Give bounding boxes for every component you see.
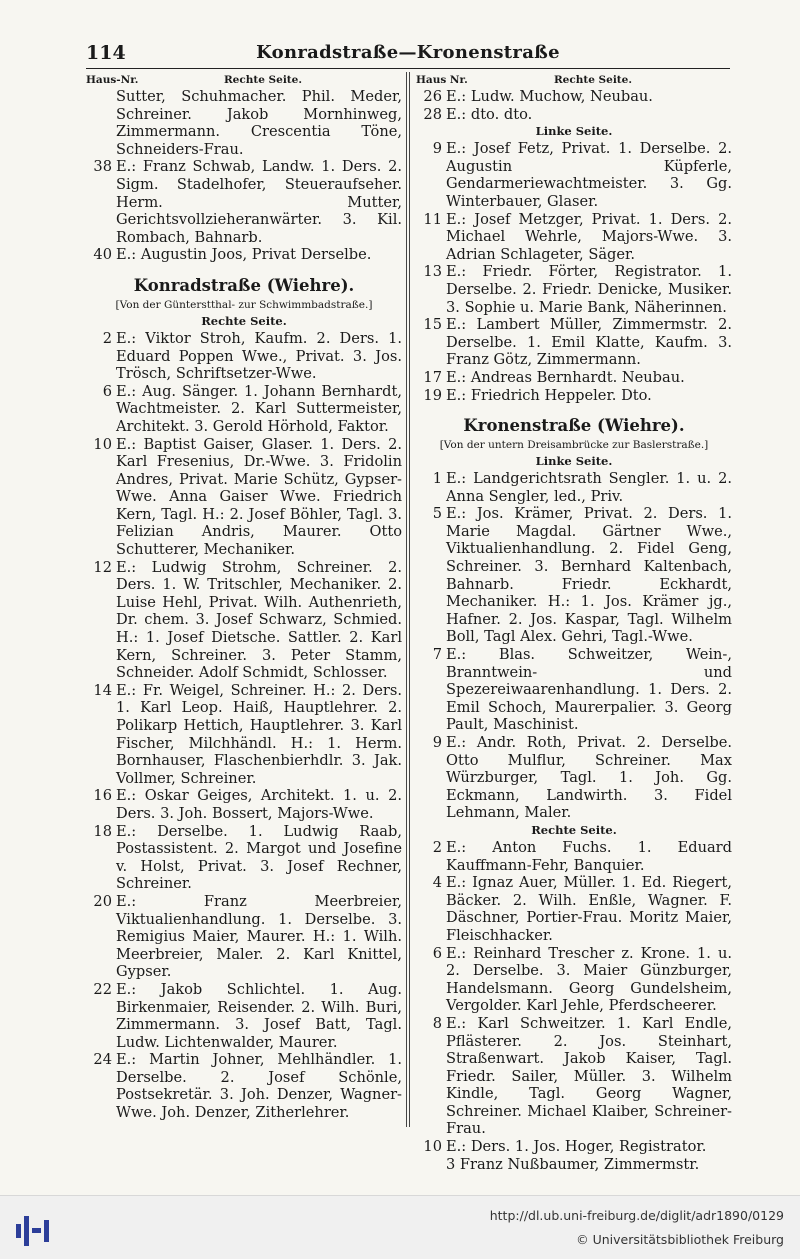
entry-text: E.: Jakob Schlichtel. 1. Aug. Birkenmaier, Reisender. 2. Wilh. Buri, Zimmermann. 3. Josef Batt, Tagl. Ludw. Lichtenwalder, Maurer. xyxy=(116,980,402,1051)
side-label: Rechte Seite. xyxy=(223,74,302,86)
directory-entry xyxy=(416,839,732,874)
entry-text: E.: Viktor Stroh, Kaufm. 2. Ders. 1. Eduard Poppen Wwe., Privat. 3. Jos. Trösch, Schriftsetzer-Wwe. xyxy=(116,329,402,383)
running-head: Konradstraße—Kronenstraße xyxy=(256,42,560,63)
entry-text: E.: Friedrich Heppeler. Dto. xyxy=(446,386,652,404)
directory-entry xyxy=(86,682,402,788)
directory-entry xyxy=(86,787,402,822)
directory-entry xyxy=(416,387,732,405)
house-number: 28 xyxy=(423,105,442,123)
street-note: [Von der Günterstthal- zur Schwimmbadstraße.] xyxy=(115,298,373,311)
side-label: Linke Seite. xyxy=(535,124,613,139)
entry-text: E.: Fr. Weigel, Schreiner. H.: 2. Ders. 1. Karl Leop. Haiß, Hauptlehrer. 2. Polikarp Hettich, Hauptlehrer. 3. Karl Fischer, Milchhändl. H.: 1. Herm. Bornhauser, Flaschenbierhdlr. 3. Jak. Vollmer, Schreiner. xyxy=(116,681,402,787)
directory-entry xyxy=(416,211,732,264)
entry-text: E.: Franz Meerbreier, Viktualienhandlung. 1. Derselbe. 3. Remigius Maier, Maurer. H.: 1. Wilh. Meerbreier, Maler. 2. Karl Knittel, Gypser. xyxy=(116,892,402,981)
house-number: 2 xyxy=(432,838,442,856)
entry-text: E.: Oskar Geiges, Architekt. 1. u. 2. Ders. 3. Joh. Bossert, Majors-Wwe. xyxy=(116,787,402,822)
house-number: 2 xyxy=(102,329,112,347)
directory-entry xyxy=(86,823,402,893)
house-number: 24 xyxy=(93,1051,112,1069)
directory-entry xyxy=(86,559,402,682)
directory-entry xyxy=(416,369,732,387)
house-number: 11 xyxy=(423,210,442,228)
entry-list xyxy=(416,839,732,1173)
house-number: 14 xyxy=(93,681,112,699)
entry-text: E.: Derselbe. 1. Ludwig Raab, Postassistent. 2. Margot und Josefine v. Holst, Privat. 3. Josef Rechner, Schreiner. xyxy=(116,822,402,893)
viewer-footer xyxy=(0,1195,800,1259)
directory-entry xyxy=(416,734,732,822)
entry-text: E.: Lambert Müller, Zimmermstr. 2. Derselbe. 1. Emil Klatte, Kaufm. 3. Franz Götz, Zimmermann. xyxy=(446,316,732,369)
house-number: 20 xyxy=(93,892,112,910)
directory-entry xyxy=(86,981,402,1051)
entry-text: E.: Friedr. Förter, Registrator. 1. Derselbe. 2. Friedr. Denicke, Musiker. 3. Sophie u. Marie Bank, Näherinnen. xyxy=(446,263,732,316)
house-number: 10 xyxy=(423,1138,442,1156)
entry-text: E.: Andr. Roth, Privat. 2. Derselbe. Otto Mulflur, Schreiner. Max Würzburger, Tagl. 1. Joh. Gg. Eckmann, Landwirth. 3. Fidel Lehmann, Maler. xyxy=(446,734,732,822)
entry-text: 3 Franz Nußbaumer, Zimmermstr. xyxy=(446,1155,700,1173)
house-number-label: Haus-Nr. xyxy=(86,74,139,86)
entry-text: E.: Baptist Gaiser, Glaser. 1. Ders. 2. Karl Fresenius, Dr.-Wwe. 3. Fridolin Andres, Privat. Marie Schütz, Gypser-Wwe. Anna Gaiser Wwe. Friedrich Kern, Tagl. H.: 2. Josef Böhler, Tagl. 3. Felizian Andris, Maurer. Otto Schutterer, Mechaniker. xyxy=(116,435,402,559)
directory-entry xyxy=(86,436,402,559)
directory-entry xyxy=(86,330,402,383)
house-number: 40 xyxy=(93,246,112,264)
entry-text: E.: Josef Metzger, Privat. 1. Ders. 2. Michael Wehrle, Majors-Wwe. 3. Adrian Schlageter, Säger. xyxy=(446,210,732,263)
side-label: Rechte Seite. xyxy=(553,74,632,86)
street-heading: Konradstraße (Wiehre). xyxy=(133,275,355,295)
entry-text: E.: Aug. Sänger. 1. Johann Bernhardt, Wachtmeister. 2. Karl Suttermeister, Architekt. 3. Gerold Hörhold, Faktor. xyxy=(116,382,402,435)
house-number: 6 xyxy=(432,944,442,962)
side-label: Linke Seite. xyxy=(535,454,613,469)
house-number: 19 xyxy=(423,386,442,404)
header-rule xyxy=(86,68,730,69)
house-number: 8 xyxy=(432,1014,442,1032)
entry-text: E.: Blas. Schweitzer, Wein-, Branntwein- und Spezereiwaarenhandlung. 1. Ders. 2. Emil Schoch, Maurerpalier. 3. Georg Pault, Maschinist. xyxy=(446,646,732,734)
entry-text: E.: Augustin Joos, Privat Derselbe. xyxy=(116,246,372,264)
street-note: [Von der untern Dreisambrücke zur Baslerstraße.] xyxy=(439,439,709,452)
directory-entry xyxy=(416,470,732,505)
house-number: 7 xyxy=(432,646,442,664)
entry-text: Sutter, Schuhmacher. Phil. Meder, Schreiner. Jakob Mornhinweg, Zimmermann. Crescentia Töne, Schneiders-Frau. xyxy=(116,88,402,158)
house-number: 6 xyxy=(102,382,112,400)
house-number: 26 xyxy=(423,88,442,105)
house-number: 9 xyxy=(432,140,442,158)
house-number: 10 xyxy=(93,435,112,453)
left-column-header xyxy=(86,72,402,88)
house-number: 18 xyxy=(93,822,112,840)
side-label: Rechte Seite. xyxy=(201,313,287,328)
permalink-url[interactable]: http://dl.ub.uni-freiburg.de/diglit/adr1890/0129 xyxy=(489,1208,784,1223)
directory-entry xyxy=(416,945,732,1015)
house-number: 5 xyxy=(432,505,442,523)
house-number: 17 xyxy=(423,368,442,386)
copyright-text: © Universitätsbibliothek Freiburg xyxy=(576,1232,784,1247)
house-number: 4 xyxy=(432,874,442,892)
directory-entry xyxy=(416,646,732,734)
entry-text: E.: Anton Fuchs. 1. Eduard Kauffmann-Fehr, Banquier. xyxy=(446,838,732,874)
page-header xyxy=(86,42,730,68)
house-number: 12 xyxy=(93,558,112,576)
entry-text: E.: dto. dto. xyxy=(446,105,533,123)
right-column-header xyxy=(416,72,732,88)
directory-entry xyxy=(86,88,402,158)
entry-text: E.: Josef Fetz, Privat. 1. Derselbe. 2. Augustin Küpferle, Gendarmeriewachtmeister. 3. Gg. Winterbauer, Glaser. xyxy=(446,140,732,210)
entry-list xyxy=(86,88,402,264)
house-number: 15 xyxy=(423,316,442,334)
entry-text: E.: Andreas Bernhardt. Neubau. xyxy=(446,368,685,386)
directory-entry xyxy=(416,140,732,210)
page-number: 114 xyxy=(86,42,126,64)
directory-entry xyxy=(416,263,732,316)
entry-text: E.: Landgerichtsrath Sengler. 1. u. 2. Anna Sengler, led., Priv. xyxy=(446,470,732,505)
right-column xyxy=(416,72,732,1173)
library-logo-icon xyxy=(16,1210,48,1250)
house-number: 16 xyxy=(93,787,112,805)
entry-text: E.: Ders. 1. Jos. Hoger, Registrator. xyxy=(446,1138,707,1156)
directory-entry xyxy=(86,893,402,981)
entry-list xyxy=(416,88,732,123)
entry-list xyxy=(416,470,732,822)
entry-text: E.: Martin Johner, Mehlhändler. 1. Derselbe. 2. Josef Schönle, Postsekretär. 3. Joh. Denzer, Wagner-Wwe. Joh. Denzer, Zitherlehrer. xyxy=(116,1051,402,1122)
directory-entry xyxy=(86,246,402,264)
entry-list xyxy=(86,330,402,1122)
directory-entry xyxy=(416,88,732,106)
directory-entry xyxy=(86,1051,402,1121)
directory-entry xyxy=(416,1138,732,1156)
directory-entry xyxy=(416,505,732,646)
street-heading: Kronenstraße (Wiehre). xyxy=(463,416,685,436)
directory-entry xyxy=(416,874,732,944)
directory-entry xyxy=(416,316,732,369)
column-divider xyxy=(406,72,410,1127)
entry-text: E.: Ignaz Auer, Müller. 1. Ed. Riegert, Bäcker. 2. Wilh. Enßle, Wagner. F. Däschner, Portier-Frau. Moritz Maier, Fleischhacker. xyxy=(446,874,732,944)
left-column xyxy=(86,72,402,1122)
entry-text: E.: Ludw. Muchow, Neubau. xyxy=(446,88,653,105)
entry-text: E.: Karl Schweitzer. 1. Karl Endle, Pflästerer. 2. Jos. Steinhart, Straßenwart. Jakob Kaiser, Tagl. Friedr. Sailer, Müller. 3. Wilhelm Kindle, Tagl. Georg Wagner, Schreiner. Michael Klaiber, Schreiner-Frau. xyxy=(446,1014,732,1138)
house-number: 1 xyxy=(432,470,442,488)
entry-text: E.: Franz Schwab, Landw. 1. Ders. 2. Sigm. Stadelhofer, Steueraufseher. Herm. Mutter, Gerichtsvollzieheranwärter. 3. Kil. Rombach, Bahnarb. xyxy=(116,158,402,246)
entry-list xyxy=(416,140,732,404)
directory-entry xyxy=(416,1015,732,1138)
house-number: 9 xyxy=(432,734,442,751)
directory-entry xyxy=(86,158,402,246)
side-label: Rechte Seite. xyxy=(531,822,617,837)
house-number-label: Haus Nr. xyxy=(416,74,468,86)
house-number: 22 xyxy=(93,980,112,998)
house-number: 13 xyxy=(423,263,442,281)
entry-text: E.: Jos. Krämer, Privat. 2. Ders. 1. Marie Magdal. Gärtner Wwe., Viktualienhandlung. 2. Fidel Geng, Schreiner. 3. Bernhard Kaltenbach, Bahnarb. Friedr. Eckhardt, Mechaniker. H.: 1. Jos. Krämer jg., Hafner. 2. Jos. Kaspar, Tagl. Wilhelm Boll, Tagl Alex. Gehri, Tagl.-Wwe. xyxy=(446,505,732,646)
directory-entry xyxy=(86,383,402,436)
entry-text: E.: Ludwig Strohm, Schreiner. 2. Ders. 1. W. Tritschler, Mechaniker. 2. Luise Hehl, Privat. Wilh. Authenrieth, Dr. chem. 3. Josef Schwarz, Schmied. H.: 1. Josef Dietsche. Sattler. 2. Karl Kern, Schreiner. 3. Peter Stamm, Schneider. Adolf Schmidt, Schlosser. xyxy=(116,558,402,682)
directory-entry xyxy=(416,106,732,124)
house-number: 38 xyxy=(93,158,112,176)
entry-text: E.: Reinhard Trescher z. Krone. 1. u. 2. Derselbe. 3. Maier Günzburger, Handelsmann. Georg Gundelsheim, Vergolder. Karl Jehle, Pferdscheerer. xyxy=(446,944,732,1015)
directory-entry xyxy=(416,1156,732,1174)
